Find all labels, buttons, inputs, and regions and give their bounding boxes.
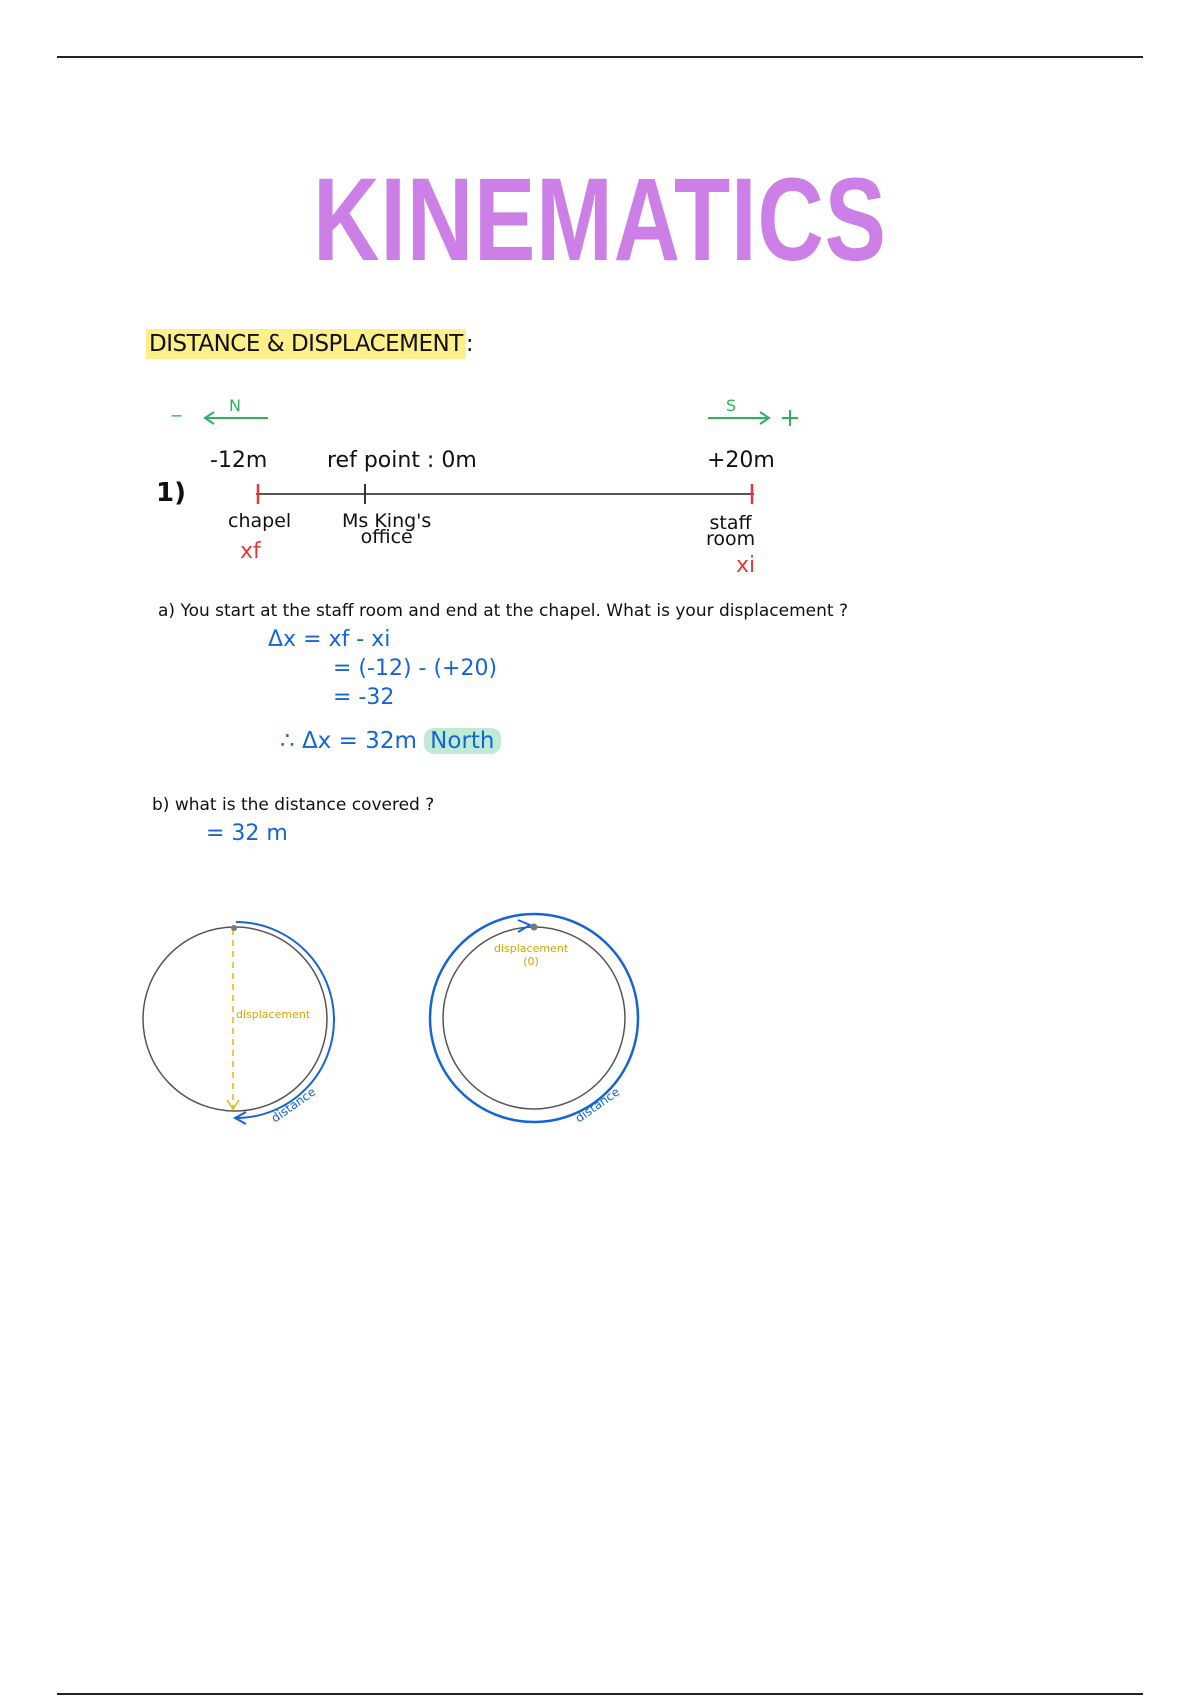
problem-number: 1) [156,478,186,508]
label-staff-room-line2: room [706,528,756,550]
left-distance-label: distance [268,1084,319,1126]
symbol-xi: xi [736,553,756,578]
left-displacement-arrowhead [227,1100,239,1109]
working-step-1: Δx = xf - xi [268,627,391,652]
position-staff-room: +20m [707,448,775,473]
right-displacement-line2: (0) [523,955,539,968]
label-office [342,510,432,548]
symbol-xf: xf [240,539,261,564]
right-distance-label: distance [572,1084,623,1126]
left-displacement-label: displacement [236,1008,311,1021]
question-b-text: b) what is the distance covered ? [152,795,435,815]
right-displacement-label [494,942,568,968]
label-staff-room-line1: staff [709,512,752,534]
label-chapel: chapel [228,510,292,532]
label-office-line1: Ms King's [342,510,432,532]
question-a-text: a) You start at the staff room and end at the chapel. What is your displacement ? [158,601,848,621]
minus-sign: − [170,406,184,425]
right-start-dot [531,924,538,931]
answer-b: = 32 m [206,821,288,846]
right-displacement-line1: displacement [494,942,569,955]
answer-a-direction: North [424,728,500,754]
working-step-3: = -32 [333,685,395,710]
page-title: KINEMATICS [313,154,887,286]
label-office-line2: office [360,526,413,548]
label-staff-room [706,512,756,550]
position-office: ref point : 0m [327,448,477,473]
heading-highlight: DISTANCE & DISPLACEMENT [146,329,466,359]
answer-a-value: ∴ Δx = 32m [280,728,417,754]
heading-colon: : [465,331,474,357]
right-distance-arrowhead [518,920,530,932]
north-label: N [229,396,241,415]
left-start-dot [231,925,237,931]
south-label: S [726,396,737,415]
working-step-2: = (-12) - (+20) [333,656,498,681]
position-chapel: -12m [210,448,268,473]
answer-a [280,728,501,754]
